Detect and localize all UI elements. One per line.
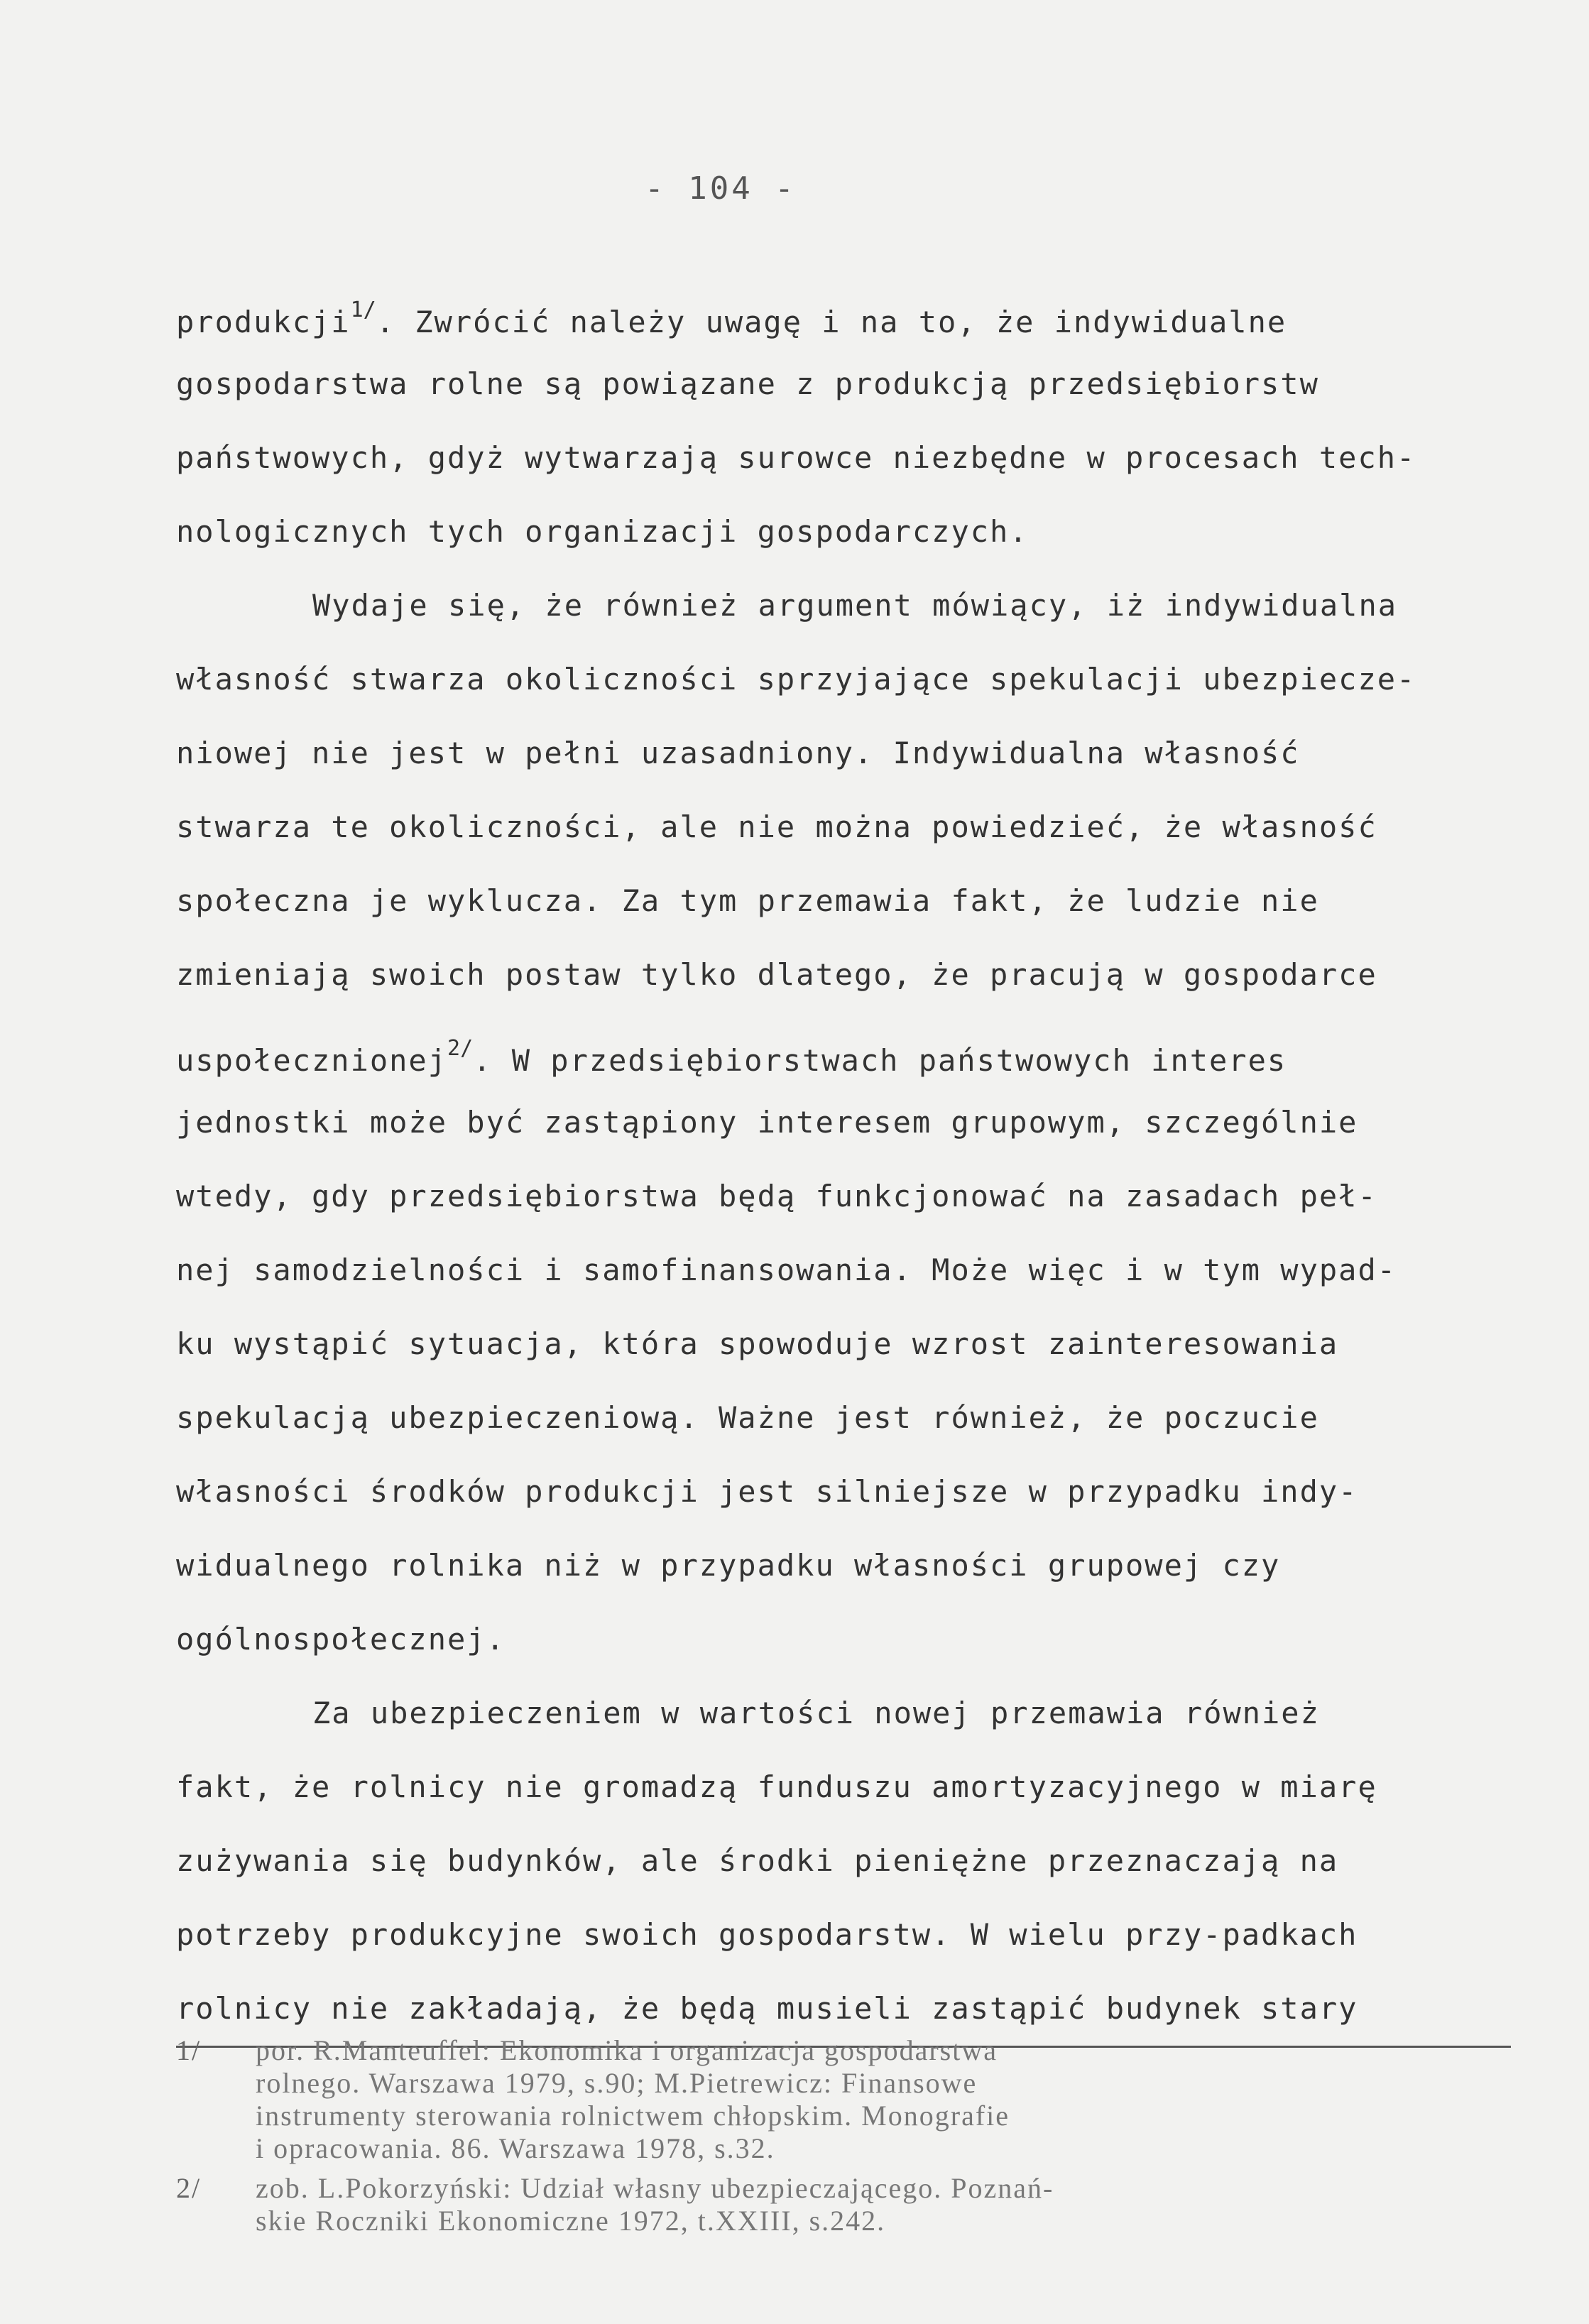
footnote-ref: 1/: [350, 298, 376, 322]
body-text: [176, 273, 1511, 2048]
text-line: widualnego rolnika niż w przypadku własności grupowej czy: [176, 1548, 1281, 1583]
text-line: spekulacją ubezpieczeniową. Ważne jest również, że poczucie: [176, 1400, 1319, 1435]
text-line: ogólnospołecznej.: [176, 1622, 506, 1657]
page-number: - 104 -: [645, 170, 797, 207]
text-line: produkcji$^{1/}$. Zwrócić należy uwagę i na to, że indywidualne: [176, 298, 1287, 339]
text-line: ku wystąpić sytuacja, która spowoduje wzrost zainteresowania: [176, 1326, 1339, 1361]
text-line: własność stwarza okoliczności sprzyjające spekulacji ubezpiecze-: [176, 662, 1416, 697]
footnote-line: rolnego. Warszawa 1979, s.90; M.Pietrewicz: Finansowe: [256, 2067, 978, 2099]
text-line: państwowych, gdyż wytwarzają surowce niezbędne w procesach tech-: [176, 440, 1416, 475]
text-line: potrzeby produkcyjne swoich gospodarstw. W wielu przy-padkach: [176, 1917, 1358, 1952]
paragraph-start: Wydaje się, że również argument mówiący, iż indywidualna: [312, 588, 1398, 623]
text-line: uspołecznionej$^{2/}$. W przedsiębiorstwach państwowych interes: [176, 1036, 1287, 1078]
text-line: fakt, że rolnicy nie gromadzą funduszu amortyzacyjnego w miarę: [176, 1769, 1377, 1804]
text-line: zużywania się budynków, ale środki pieniężne przeznaczają na: [176, 1843, 1339, 1878]
footnote-line: por. R.Manteuffel: Ekonomika i organizacja gospodarstwa: [256, 2034, 998, 2066]
text-line: gospodarstwa rolne są powiązane z produkcją przedsiębiorstw: [176, 366, 1319, 401]
footnote-number: 2/: [176, 2172, 202, 2204]
text-line: stwarza te okoliczności, ale nie można powiedzieć, że własność: [176, 809, 1377, 844]
footnote-line: i opracowania. 86. Warszawa 1978, s.32.: [256, 2132, 775, 2164]
text-line: nej samodzielności i samofinansowania. Może więc i w tym wypad-: [176, 1253, 1397, 1287]
text-line: własności środków produkcji jest silniejsze w przypadku indy-: [176, 1474, 1358, 1509]
footnote-number: 1/: [176, 2034, 202, 2066]
footnote-line: skie Roczniki Ekonomiczne 1972, t.XXIII, s.242.: [256, 2205, 886, 2237]
text-line: zmieniają swoich postaw tylko dlatego, że pracują w gospodarce: [176, 957, 1377, 992]
footnote: [176, 2034, 1511, 2165]
footnotes-area: [176, 2034, 1511, 2244]
text-line: jednostki może być zastąpiony interesem grupowym, szczególnie: [176, 1105, 1358, 1140]
text-line: wtedy, gdy przedsiębiorstwa będą funkcjonować na zasadach peł-: [176, 1179, 1377, 1213]
text-line: społeczna je wyklucza. Za tym przemawia fakt, że ludzie nie: [176, 883, 1319, 918]
footnote: [176, 2172, 1511, 2237]
paragraph-start: Za ubezpieczeniem w wartości nowej przemawia również: [312, 1696, 1320, 1730]
footnote-ref: 2/: [447, 1036, 474, 1061]
text-line: niowej nie jest w pełni uzasadniony. Indywidualna własność: [176, 736, 1300, 770]
text-line: rolnicy nie zakładają, że będą musieli zastąpić budynek stary: [176, 1972, 1511, 2048]
footnote-line: instrumenty sterowania rolnictwem chłopskim. Monografie: [256, 2100, 1010, 2132]
text-line: nologicznych tych organizacji gospodarczych.: [176, 514, 1029, 549]
footnote-line: zob. L.Pokorzyński: Udział własny ubezpieczającego. Poznań-: [256, 2172, 1054, 2204]
